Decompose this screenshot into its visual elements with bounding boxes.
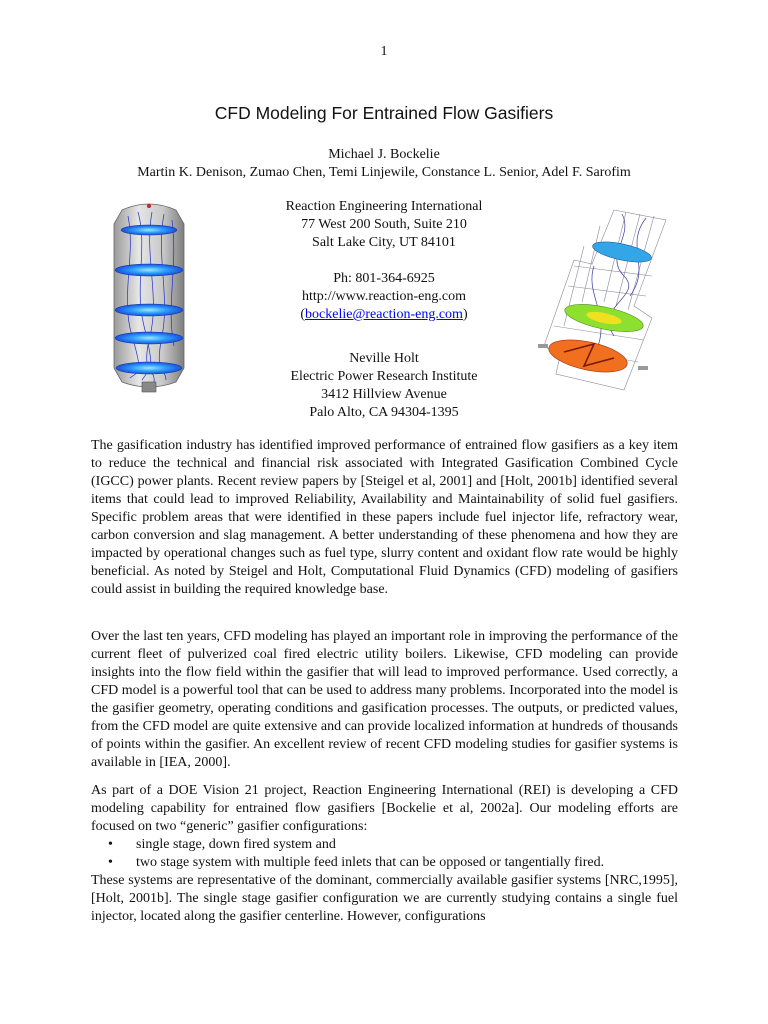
affiliation-street: 3412 Hillview Avenue [321,387,447,402]
paragraph-1: The gasification industry has identified improved performance of entrained flow gasifiers as a key item to reduce the technical and financial risk associated with Integrated Gasification Combined Cycle (IGCC) power plants. Recent review papers by [Steigel et al, 2001] and [Holt, 2001b] identified several items that could lead to improved Reliability, Availability and Maintainability of solid fuel gasifiers. Specific problem areas that were identified in these papers include fuel injector life, refractory wear, carbon conversion and slag management. A better understanding of these phenomena and how they are impacted by operational changes such as fuel type, slurry content and oxidant flow rate would be highly beneficial. As noted by Steigel and Holt, Computational Fluid Dynamics (CFD) modeling of gasifiers could assist in building the required knowledge base. [91,438,678,597]
affiliation-street: 77 West 200 South, Suite 210 [301,217,467,232]
bullet-icon: • [108,855,113,870]
two-stage-gasifier-figure [534,206,682,398]
affiliation-org: Reaction Engineering International [285,199,483,214]
bullet-icon: • [108,837,113,852]
email-close-paren: ) [462,307,468,322]
configuration-list [91,836,678,872]
affiliation-person: Neville Holt [349,351,419,366]
author-block [0,146,768,182]
list-item-text: two stage system with multiple feed inlets that can be opposed or tangentially fired. [136,855,605,870]
affiliation-org: Electric Power Research Institute [290,369,478,384]
phone-number: Ph: 801-364-6925 [333,271,435,286]
lead-author: Michael J. Bockelie [328,147,440,162]
affiliation-city: Palo Alto, CA 94304-1395 [309,405,459,420]
list-item-text: single stage, down fired system and [136,837,336,852]
email-link[interactable]: bockelie@reaction-eng.com [305,307,463,322]
website-link[interactable]: http://www.reaction-eng.com [302,289,466,304]
paragraph-3: As part of a DOE Vision 21 project, Reaction Engineering International (REI) is developing a CFD modeling capability for entrained flow gasifiers [Bockelie et al, 2002a]. Our modeling efforts are focused on two “generic” gasifier configurations: [91,783,678,834]
paragraph-4: These systems are representative of the dominant, commercially available gasifier systems [NRC,1995], [Holt, 2001b]. The single stage gasifier configuration we are currently studying contains a single fuel injector, located along the gasifier centerline. However, configurations [91,873,678,924]
email-open-paren: ( [300,307,306,322]
gasifier-cylinder-figure [108,196,190,396]
page-number: 1 [380,44,388,59]
affiliation-city: Salt Lake City, UT 84101 [312,235,456,250]
paragraph-2: Over the last ten years, CFD modeling has played an important role in improving the performance of the current fleet of pulverized coal fired electric utility boilers. Likewise, CFD modeling can provide insights into the flow field within the gasifier that will lead to improved performance. Used correctly, a CFD model is a powerful tool that can be used to address many problems. Incorporated into the model is the gasifier geometry, operating conditions and gasification processes. The outputs, or predicted values, from the CFD model are quite extensive and can provide localized information at hundreds of thousands of points within the gasifier. An excellent review of recent CFD modeling studies for gasifier systems is available in [IEA, 2000]. [91,629,678,770]
co-authors: Martin K. Denison, Zumao Chen, Temi Linjewile, Constance L. Senior, Adel F. Sarofim [137,165,631,180]
list-item [91,836,678,854]
paper-title: CFD Modeling For Entrained Flow Gasifiers [214,103,554,123]
list-item [91,854,678,872]
